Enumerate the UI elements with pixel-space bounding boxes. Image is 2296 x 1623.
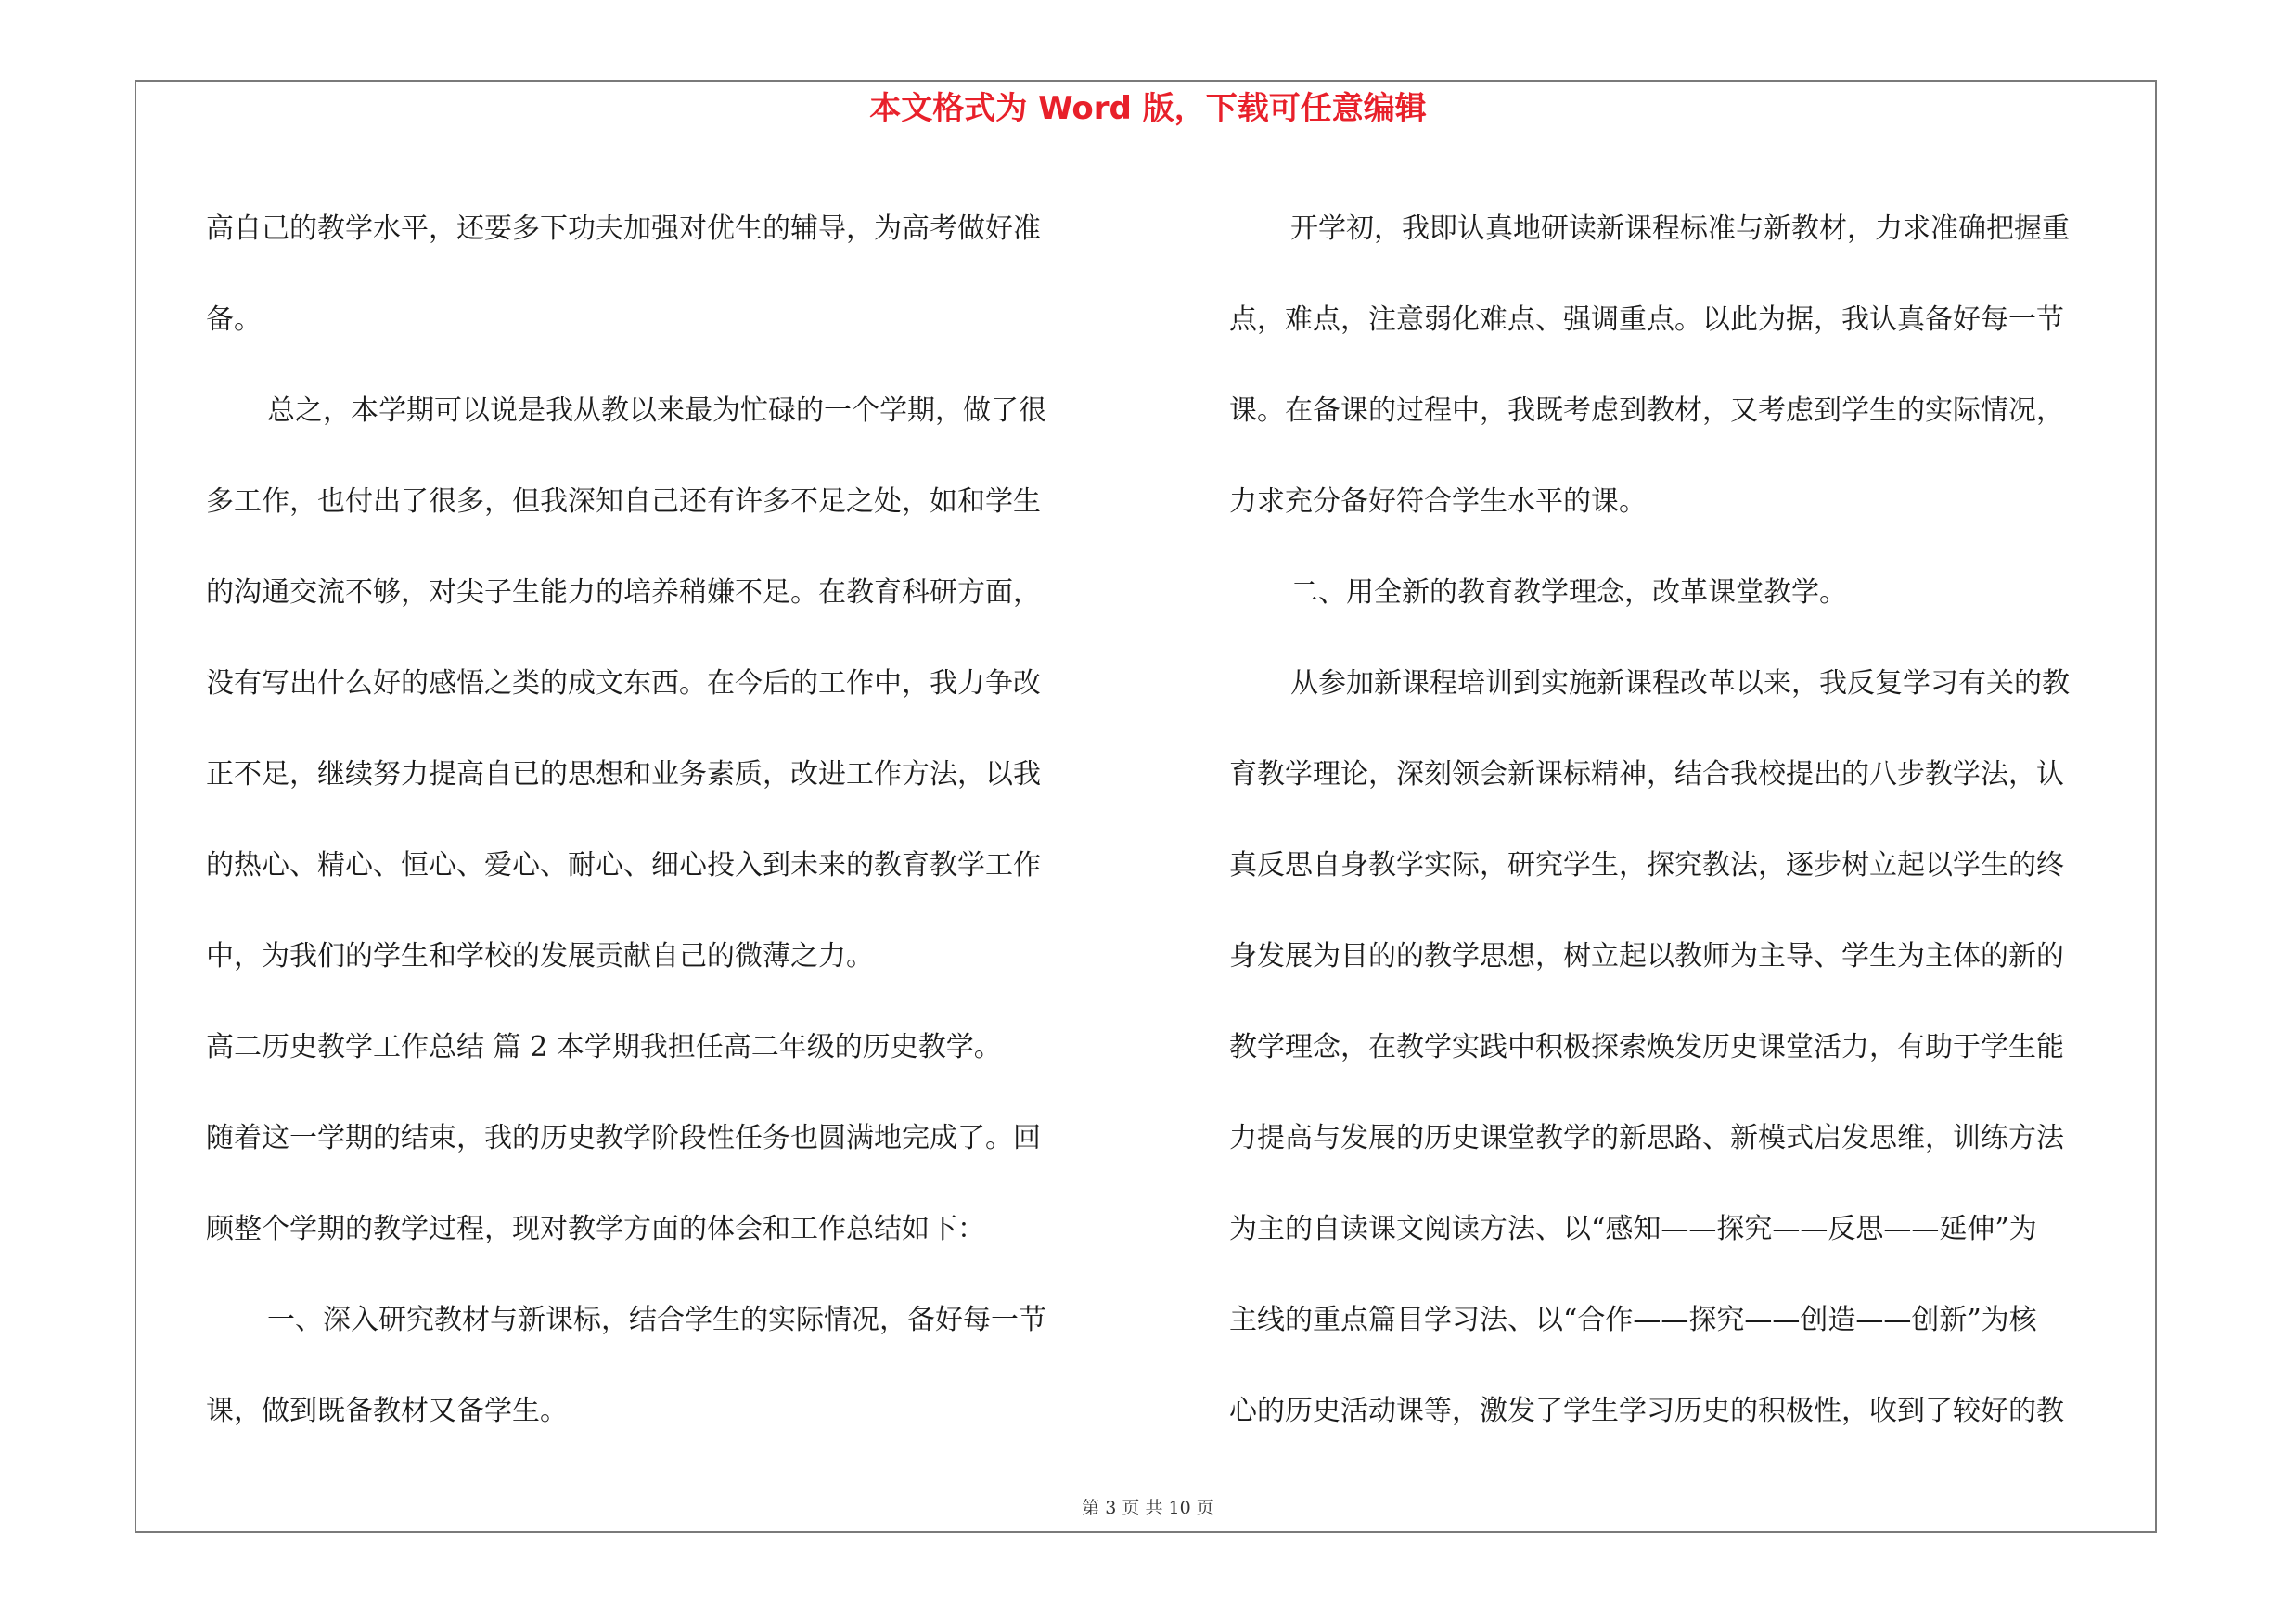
text-line: 正不足，继续努力提高自已的思想和业务素质，改进工作方法，以我 — [206, 758, 1041, 791]
text-line: 教学理念，在教学实践中积极探索焕发历史课堂活力，有助于学生能 — [1229, 1031, 2064, 1063]
left-column — [206, 184, 1150, 1457]
text-line: 真反思自身教学实际，研究学生，探究教法，逐步树立起以学生的终 — [1229, 849, 2064, 882]
text-line: 中，为我们的学生和学校的发展贡献自己的微薄之力。 — [206, 940, 874, 973]
text-line: 课。在备课的过程中，我既考虑到教材，又考虑到学生的实际情况， — [1229, 394, 2064, 427]
text-line: 点，难点，注意弱化难点、强调重点。以此为据，我认真备好每一节 — [1229, 303, 2064, 336]
text-line: 一、深入研究教材与新课标，结合学生的实际情况，备好每一节 — [267, 1304, 1046, 1336]
text-line: 的沟通交流不够，对尖子生能力的培养稍嫌不足。在教育科研方面， — [206, 576, 1041, 609]
text-line: 顾整个学期的教学过程，现对教学方面的体会和工作总结如下： — [206, 1213, 985, 1245]
text-line: 没有写出什么好的感悟之类的成文东西。在今后的工作中，我力争改 — [206, 667, 1041, 700]
text-line: 开学初，我即认真地研读新课程标准与新教材，力求准确把握重 — [1290, 213, 2070, 245]
text-line: 二、用全新的教育教学理念，改革课堂教学。 — [1290, 576, 1847, 609]
text-line: 高自己的教学水平，还要多下功夫加强对优生的辅导，为高考做好准 — [206, 213, 1041, 245]
format-banner: 本文格式为 Word 版，下载可任意编辑 — [869, 90, 1427, 127]
right-column — [1229, 184, 2157, 1457]
text-line: 育教学理论，深刻领会新课标精神，结合我校提出的八步教学法，认 — [1229, 758, 2064, 791]
text-line: 力提高与发展的历史课堂教学的新思路、新模式启发思维，训练方法 — [1229, 1122, 2064, 1154]
text-line: 从参加新课程培训到实施新课程改革以来，我反复学习有关的教 — [1290, 667, 2070, 700]
text-line: 随着这一学期的结束，我的历史教学阶段性任务也圆满地完成了。回 — [206, 1122, 1041, 1154]
text-line: 多工作，也付出了很多，但我深知自己还有许多不足之处，如和学生 — [206, 485, 1041, 518]
text-line: 总之，本学期可以说是我从教以来最为忙碌的一个学期，做了很 — [267, 394, 1046, 427]
text-line: 力求充分备好符合学生水平的课。 — [1229, 485, 1647, 518]
text-line: 心的历史活动课等，激发了学生学习历史的积极性，收到了较好的教 — [1229, 1395, 2064, 1427]
text-line: 身发展为目的的教学思想，树立起以教师为主导、学生为主体的新的 — [1229, 940, 2064, 973]
text-line: 课，做到既备教材又备学生。 — [206, 1395, 568, 1427]
text-line: 主线的重点篇目学习法、以“合作——探究——创造——创新”为核 — [1229, 1304, 2037, 1336]
text-line: 的热心、精心、恒心、爱心、耐心、细心投入到未来的教育教学工作 — [206, 849, 1041, 882]
text-line: 为主的自读课文阅读方法、以“感知——探究——反思——延伸”为 — [1229, 1213, 2037, 1245]
text-line: 备。 — [206, 303, 262, 336]
page-footer: 第 3 页 共 10 页 — [1082, 1498, 1214, 1518]
text-line: 高二历史教学工作总结 篇 2 本学期我担任高二年级的历史教学。 — [206, 1031, 1002, 1063]
